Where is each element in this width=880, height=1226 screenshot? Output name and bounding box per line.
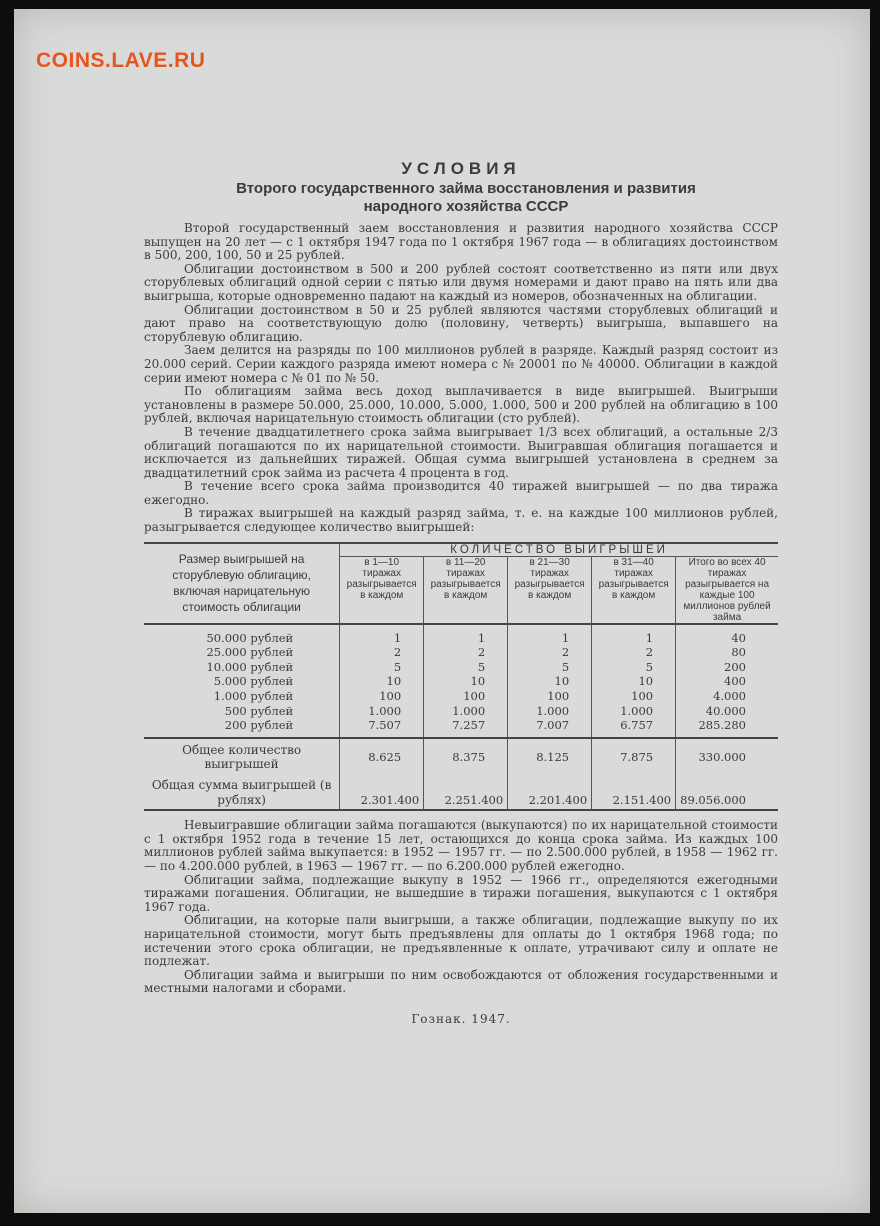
paragraph: Облигации достоинством в 50 и 25 рублей являются частями сторублевых облигаций и дают право на соответствующую долю (половину, четверть) выигрыша, выпавшего на сторублевую облигацию. <box>144 302 778 344</box>
prize-count-cell: 5 <box>424 660 508 675</box>
prize-row <box>144 624 778 646</box>
prize-amount-label: 200 рублей <box>224 718 294 733</box>
prize-count-cell: 40 <box>676 624 778 646</box>
prize-count-cell: 1 <box>424 624 508 646</box>
prize-count-cell: 1.000 <box>592 704 676 719</box>
prize-count-cell: 5 <box>592 660 676 675</box>
prize-row <box>144 645 778 660</box>
prize-count-cell: 80 <box>676 645 778 660</box>
prize-count-cell: 40.000 <box>676 704 778 719</box>
paragraph: В течение всего срока займа производится 40 тиражей выигрышей — по два тиража ежегодно. <box>144 479 778 507</box>
paragraph: Невыигравшие облигации займа погашаются (выкупаются) по их нарицательной стоимости с 1 октября 1952 года в течение 15 лет, остающихся до конца срока займа. Из каждых 100 миллионов рублей займа выкупается: в 1952 — 1957 гг. — по 2.500.000 рублей, в 1958 — 1962 гг. — по 4.200.000 рублей, в 1963 — 1967 гг. — по 6.200.000 рублей ежегодно. <box>144 818 778 873</box>
prize-count-cell: 400 <box>676 674 778 689</box>
prize-count-cell: 5 <box>340 660 424 675</box>
prize-count-cell: 1.000 <box>340 704 424 719</box>
paragraph: В тиражах выигрышей на каждый разряд займа, т. е. на каждые 100 миллионов рублей, разыгрывается следующее количество выигрышей: <box>144 506 778 535</box>
paragraph: Второй государственный заем восстановления и развития народного хозяйства СССР выпущен на 20 лет — с 1 октября 1947 года по 1 октября 1967 года — в облигациях достоинством в 500, 200, 100, 50 и 25 рублей. <box>144 221 778 263</box>
prize-row <box>144 674 778 689</box>
prize-amount-label: 5.000 рублей <box>213 674 294 689</box>
prize-count-cell: 1 <box>340 624 424 646</box>
group-header: КОЛИЧЕСТВО ВЫИГРЫШЕЙ <box>340 543 778 557</box>
total-count-cell: 8.625 <box>340 738 424 772</box>
prize-row <box>144 689 778 704</box>
printer-footer: Гознак. 1947. <box>411 1011 511 1026</box>
column-header: в 11—20 тиражах разыгрывается в каждом <box>424 556 508 624</box>
prize-count-cell: 10 <box>424 674 508 689</box>
paragraph: Облигации достоинством в 500 и 200 рублей состоят соответственно из пяти или двух сторублевых облигаций одной серии с пятью или двумя номерами и дают право на пять или два выигрыша, которые одновременно падают на каждый из номеров, обозначенных на облигации. <box>144 261 778 303</box>
document-subtitle <box>154 180 778 216</box>
prize-row <box>144 660 778 675</box>
paragraph: Облигации займа и выигрыши по ним освобождаются от обложения государственными и местными налогами и сборами. <box>144 967 778 996</box>
prize-amount-label: 25.000 рублей <box>206 645 294 660</box>
document-content <box>144 159 778 1026</box>
prize-rows <box>144 624 778 738</box>
column-header: Итого во всех 40 тиражах разыгрывается на каждые 100 миллионов рублей займа <box>676 556 778 624</box>
prize-count-cell: 1.000 <box>508 704 592 719</box>
prize-row <box>144 718 778 738</box>
prize-count-cell: 285.280 <box>676 718 778 738</box>
prize-count-cell: 10 <box>340 674 424 689</box>
total-sum-cell: 2.301.400 <box>340 772 424 810</box>
prizes-table <box>144 542 778 812</box>
column-header: в 1—10 тиражах разыгрывается в каждом <box>340 556 424 624</box>
prize-count-cell: 7.257 <box>424 718 508 738</box>
prize-count-cell: 7.507 <box>340 718 424 738</box>
total-count-cell: 8.125 <box>508 738 592 772</box>
total-count-cell: 8.375 <box>424 738 508 772</box>
prize-count-cell: 1 <box>592 624 676 646</box>
total-count-label: Общее количество выигрышей <box>182 742 302 772</box>
prize-count-cell: 10 <box>508 674 592 689</box>
paragraph: По облигациям займа весь доход выплачивается в виде выигрышей. Выигрыши установлены в размере 50.000, 25.000, 10.000, 5.000, 1.000, 500 и 200 рублей на облигацию в 100 рублей, включая нарицательную стоимость облигации (сто рублей). <box>144 384 778 426</box>
total-sum-cell: 2.201.400 <box>508 772 592 810</box>
total-sum-cell: 2.251.400 <box>424 772 508 810</box>
total-count-cell: 7.875 <box>592 738 676 772</box>
prize-count-cell: 7.007 <box>508 718 592 738</box>
row-header: Размер выигрышей на сторублевую облигацию, включая нарицательную стоимость облигации <box>172 552 311 615</box>
prize-count-cell: 100 <box>424 689 508 704</box>
prize-amount-label: 10.000 рублей <box>206 659 294 674</box>
prize-amount-label: 1.000 рублей <box>213 689 294 704</box>
prize-count-cell: 2 <box>424 645 508 660</box>
paragraph: Заем делится на разряды по 100 миллионов рублей в разряде. Каждый разряд состоит из 20.000 серий. Серии каждого разряда имеют номера с № 20001 по № 40000. Облигации в каждой серии имеют номера с № 01 по № 50. <box>144 343 778 385</box>
prize-row <box>144 704 778 719</box>
prize-count-cell: 100 <box>340 689 424 704</box>
prize-amount-label: 50.000 рублей <box>206 630 294 645</box>
document-title: УСЛОВИЯ <box>401 159 521 178</box>
prize-count-cell: 100 <box>508 689 592 704</box>
prize-count-cell: 5 <box>508 660 592 675</box>
subtitle-line-2: народного хозяйства СССР <box>363 198 569 215</box>
site-watermark: COINS.LAVE.RU <box>36 49 206 72</box>
prize-count-cell: 1 <box>508 624 592 646</box>
prize-count-cell: 6.757 <box>592 718 676 738</box>
total-sum-label: Общая сумма выигрышей (в рублях) <box>151 778 332 807</box>
total-sum-cell: 2.151.400 <box>592 772 676 810</box>
prize-count-cell: 2 <box>508 645 592 660</box>
total-sum-cell: 89.056.000 <box>676 772 778 810</box>
paragraph: Облигации, на которые пали выигрыши, а также облигации, подлежащие выкупу по их нарицательной стоимости, могут быть предъявлены для оплаты до 1 октября 1968 года; по истечении этого срока облигации, не предъявленные к оплате, утрачивают силу и оплате не подлежат. <box>144 913 778 969</box>
prize-count-cell: 1.000 <box>424 704 508 719</box>
column-header: в 21—30 тиражах разыгрывается в каждом <box>508 556 592 624</box>
prize-count-cell: 2 <box>340 645 424 660</box>
total-count-cell: 330.000 <box>676 738 778 772</box>
prize-count-cell: 200 <box>676 660 778 675</box>
paragraph: В течение двадцатилетнего срока займа выигрывает 1/3 всех облигаций, а остальные 2/3 облигаций погашаются по их нарицательной стоимости. Выигравшая облигация погашается и исключается из дальнейших тиражей. Общая сумма выигрышей установлена в среднем за двадцатилетний срок займа из расчета 4 процента в год. <box>144 424 778 480</box>
document-sheet <box>14 9 870 1213</box>
prize-count-cell: 4.000 <box>676 689 778 704</box>
prize-count-cell: 100 <box>592 689 676 704</box>
prize-amount-label: 500 рублей <box>224 703 294 718</box>
subtitle-line-1: Второго государственного займа восстановления и развития <box>236 180 696 197</box>
prize-count-cell: 2 <box>592 645 676 660</box>
prize-count-cell: 10 <box>592 674 676 689</box>
column-header: в 31—40 тиражах разыгрывается в каждом <box>592 556 676 624</box>
paragraph: Облигации займа, подлежащие выкупу в 1952 — 1966 гг., определяются ежегодными тиражами погашения. Облигации, не вышедшие в тиражи погашения, выкупаются с 1 октября 1967 года. <box>144 872 778 914</box>
